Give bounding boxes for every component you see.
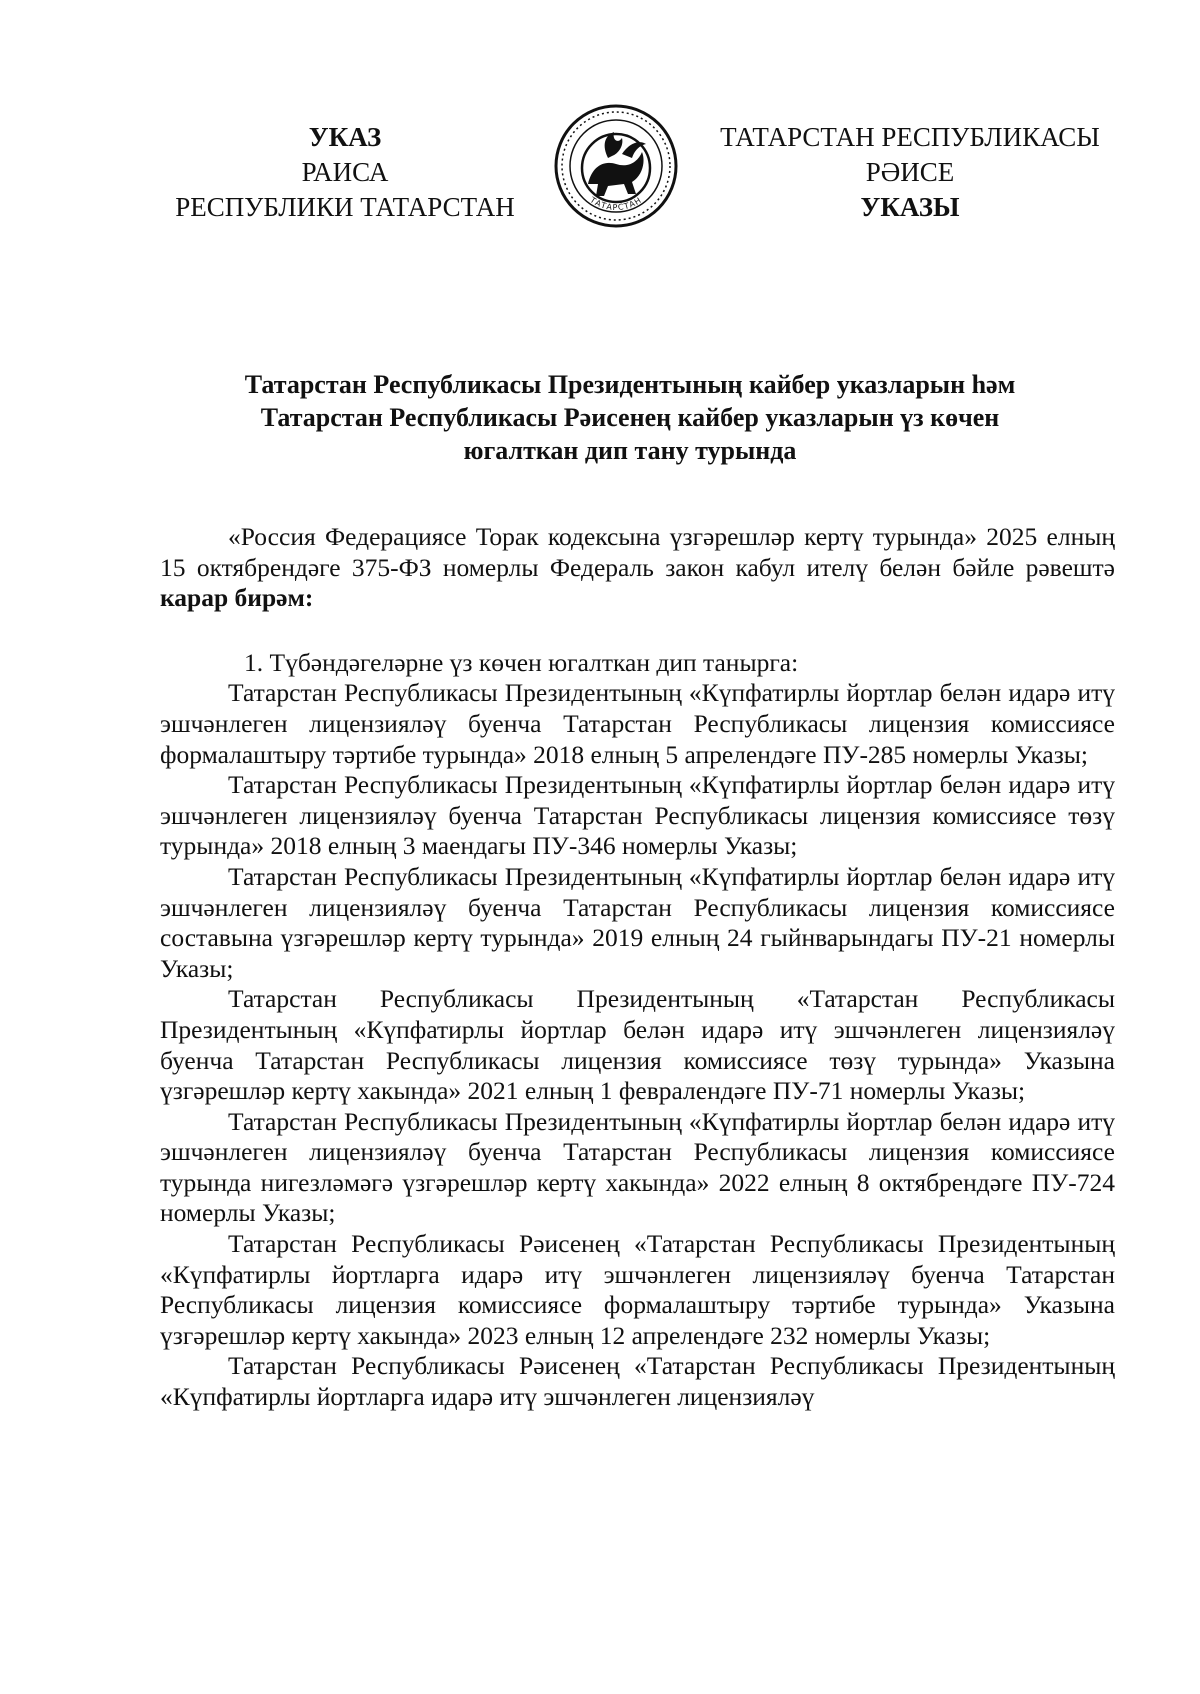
title-line3: югалткан дип тану турында (463, 436, 797, 465)
header-right-line1: ТАТАРСТАН РЕСПУБЛИКАСЫ (720, 122, 1100, 152)
list-paragraph: Татарстан Республикасы Рәисенең «Татарстан Республикасы Президентының «Күпфатирлы йортларга идарә итү эшчәнлеген лицензияләү буенча Татарстан Республикасы лицензия комиссиясе формалаштыру тәртибе турында» Указына үзгәрешләр кертү хакында» 2023 елның 12 апрелендәге 232 номерлы Указы; (160, 1229, 1115, 1350)
header-right-line2: РӘИСЕ (865, 157, 955, 187)
header-left-line1: УКАЗ (308, 122, 382, 152)
list-paragraph: Татарстан Республикасы Президентының «Күпфатирлы йортлар белән идарә итү эшчәнлеген лицензияләү буенча Татарстан Республикасы лицензия комиссиясе турында нигезләмәгә үзгәрешләр кертү хакында» 2022 елның 8 октябрендәге ПУ-724 номерлы Указы; (160, 1106, 1115, 1228)
header-right-block (700, 120, 1120, 225)
title-line1: Татарстан Республикасы Президентының кайбер указларын һәм (244, 370, 1016, 399)
list-paragraph: Татарстан Республикасы Президентының «Күпфатирлы йортлар белән идарә итү эшчәнлеген лицензияләү буенча Татарстан Республикасы лицензия комиссиясе формалаштыру тәртибе турында» 2018 елның 5 апрелендәге ПУ-285 номерлы Указы; (160, 678, 1115, 769)
title-line2: Татарстан Республикасы Рәисенең кайбер указларын үз көчен (260, 403, 1000, 432)
list-paragraph: Татарстан Республикасы Президентының «Татарстан Республикасы Президентының «Күпфатирлы йортлар белән идарә итү эшчәнлеген лицензияләү буенча Татарстан Республикасы лицензия комиссиясе төзү турында» Указына үзгәрешләр кертү хакында» 2021 елның 1 февралендәге ПУ-71 номерлы Указы; (160, 984, 1115, 1106)
list-paragraph: Татарстан Республикасы Рәисенең «Татарстан Республикасы Президентының «Күпфатирлы йортларга идарә итү эшчәнлеген лицензияләү (160, 1351, 1115, 1412)
emblem-text: ТАТАРСТАН (588, 195, 644, 213)
document-body (160, 522, 1115, 1413)
header-left-line2: РАИСА (301, 157, 389, 187)
preamble-bold: карар бирәм: (160, 583, 314, 613)
list-paragraph: Татарстан Республикасы Президентының «Күпфатирлы йортлар белән идарә итү эшчәнлеген лицензияләү буенча Татарстан Республикасы лицензия комиссиясе составына үзгәрешләр кертү турында» 2019 елның 24 гыйнварындагы ПУ-21 номерлы Указы; (160, 861, 1115, 983)
preamble-text: «Россия Федерациясе Торак кодексына үзгәрешләр кертү турында» 2025 елның 15 октябрендәге 375-ФЗ номерлы Федераль закон кабул ителү белән бәйле рәвештә (160, 522, 1115, 582)
header-left-line3: РЕСПУБЛИКИ ТАТАРСТАН (175, 192, 515, 222)
document-title (200, 368, 1060, 467)
coat-of-arms-emblem (552, 102, 680, 230)
header-left-block (140, 120, 550, 225)
list-paragraph: Татарстан Республикасы Президентының «Күпфатирлы йортлар белән идарә итү эшчәнлеген лицензияләү буенча Татарстан Республикасы лицензия комиссиясе төзү турында» 2018 елның 3 маендагы ПУ-346 номерлы Указы; (160, 770, 1115, 861)
header-right-line3: УКАЗЫ (860, 192, 960, 222)
item-1-heading: 1. Түбәндәгеләрне үз көчен югалткан дип танырга: (244, 647, 799, 677)
preamble-paragraph (160, 522, 1115, 614)
